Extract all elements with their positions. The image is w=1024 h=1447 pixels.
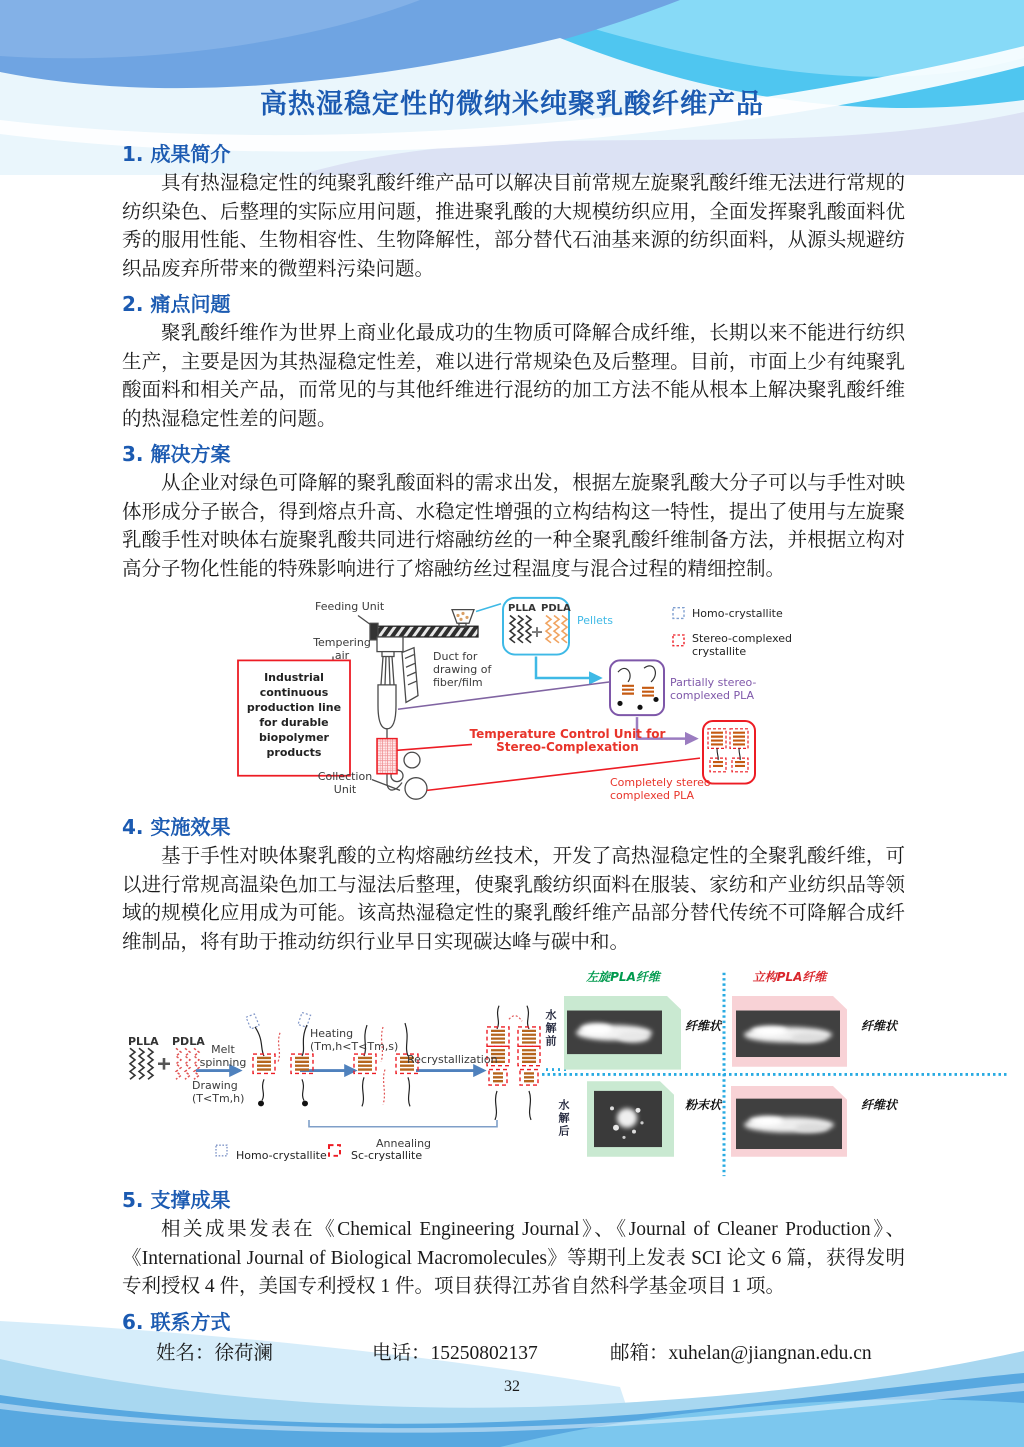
photo-panel-bottom-left xyxy=(587,1081,674,1157)
temperature-control-label: Temperature Control Unit for Stereo-Complexation xyxy=(469,727,666,754)
duct-label: Duct for drawing of fiber/film xyxy=(433,650,492,689)
contact-row xyxy=(156,1340,1024,1368)
homo-crystallite-swatch-icon xyxy=(216,1145,227,1156)
feeding-unit-label: Feeding Unit xyxy=(315,600,385,613)
photo-panel-bottom-right xyxy=(731,1086,847,1157)
tempering-air-label: Tempering air xyxy=(313,636,371,662)
page-title: 高热湿稳定性的微纳米纯聚乳酸纤维产品 xyxy=(260,89,764,120)
section-heading: 2. 痛点问题 xyxy=(122,292,231,316)
contact-name: 姓名：徐荷澜 xyxy=(156,1342,274,1364)
contact-phone: 电话：15250802137 xyxy=(372,1342,538,1364)
fiber-state-label-tr: 纤维状 xyxy=(861,1019,898,1033)
production-line-diagram xyxy=(230,592,1020,807)
temperature-control-box xyxy=(377,739,397,774)
pellets-label: Pellets xyxy=(577,614,613,627)
drawing-label: Drawing (T<Tm,h) xyxy=(192,1079,245,1105)
section-body: 基于手性对映体聚乳酸的立构熔融纺丝技术，开发了高热湿稳定性的全聚乳酸纤维，可以进行常规高温染色加工与湿法后整理，使聚乳酸纺织面料在服装、家纺和产业纺织品等领域的规模化应用成为可能。该高热湿稳定性的聚乳酸纤维产品部分替代传统不可降解合成纤维制品，将有助于推动纺织行业早日实现碳达峰与碳中和。 xyxy=(122,846,905,953)
stereocomplex-pla-title: 立构PLA纤维 xyxy=(752,970,827,984)
legend-sc-label: Sc-crystallite xyxy=(351,1149,423,1162)
pdla-label: PDLA xyxy=(172,1035,205,1048)
before-hydrolysis-label: 水解前 xyxy=(544,1009,557,1048)
section-body: 从企业对绿色可降解的聚乳酸面料的需求出发，根据左旋聚乳酸大分子可以与手性对映体形成分子嵌合，得到熔点升高、水稳定性增强的立构结构这一特性，提出了使用与左旋聚乳酸手性对映体右旋聚乳酸共同进行熔融纺丝的一种全聚乳酸纤维制备方法，并根据立构对高分子物化性能的特殊影响进行了熔融纺丝过程温度与混合过程的精细控制。 xyxy=(122,473,905,580)
completely-complexed-box xyxy=(703,721,755,784)
photo-panel-top-left xyxy=(564,996,681,1070)
fiber-state-label-tl: 纤维状 xyxy=(685,1019,722,1033)
levorotatory-pla-title: 左旋PLA纤维 xyxy=(586,970,660,984)
after-hydrolysis-label: 水解后 xyxy=(557,1099,570,1138)
collection-unit-label: Collection Unit xyxy=(317,770,373,796)
section-heading: 6. 联系方式 xyxy=(122,1309,231,1334)
section-heading: 4. 实施效果 xyxy=(122,815,231,839)
plus-icon xyxy=(158,1058,170,1070)
section-implementation-effect xyxy=(0,815,1024,957)
section-heading: 3. 解决方案 xyxy=(122,442,231,466)
plla-label: PLLA xyxy=(508,603,536,614)
annealing-label: Annealing xyxy=(376,1137,432,1150)
duct-to-partial-line xyxy=(398,682,610,709)
section-heading: 1. 成果简介 xyxy=(122,142,231,166)
melt-spinning-diagram xyxy=(114,965,1009,1180)
melt-spinning-label: Melt spinning xyxy=(199,1043,247,1069)
contact-email: 邮箱：xuhelan@jiangnan.edu.cn xyxy=(610,1342,872,1364)
homo-crystallite-swatch-icon xyxy=(673,608,684,619)
sc-crystallite-swatch-icon xyxy=(329,1145,340,1156)
section-solution xyxy=(0,442,1024,584)
partially-complexed-box xyxy=(610,660,664,715)
section-body: 具有热湿稳定性的纯聚乳酸纤维产品可以解决目前常规左旋聚乳酸纤维无法进行常规的纺织染色、后整理的实际应用问题，推进聚乳酸的大规模纺织应用，全面发挥聚乳酸面料优秀的服用性能、生物相容性、生物降解性，部分替代石油基来源的纺织面料，从源头规避纺织品废弃所带来的微塑料污染问题。 xyxy=(122,173,905,280)
section-supporting-results xyxy=(0,1188,1024,1302)
section-contact xyxy=(0,1310,1024,1368)
section-achievement-intro xyxy=(0,142,1024,284)
partially-complexed-label: Partially stereo-complexed PLA xyxy=(670,676,757,702)
powder-state-label-bl: 粉末状 xyxy=(685,1098,722,1112)
fiber-state-label-br: 纤维状 xyxy=(861,1098,898,1112)
stereo-crystallite-swatch-icon xyxy=(673,635,684,646)
plla-label: PLLA xyxy=(128,1035,159,1048)
pdla-label: PDLA xyxy=(541,603,571,614)
recrystallization-label: Recrystallization xyxy=(407,1053,498,1066)
section-body: 聚乳酸纤维作为世界上商业化最成功的生物质可降解合成纤维，长期以来不能进行纺织生产，主要是因为其热湿稳定性差，难以进行常规染色及后整理。目前，市面上少有纯聚乳酸面料和相关产品，而常见的与其他纤维进行混纺的加工方法不能从根本上解决聚乳酸纤维的热湿稳定性差的问题。 xyxy=(122,323,905,430)
completely-complexed-label: Completely stereo-complexed PLA xyxy=(610,776,715,802)
heating-label: Heating (Tm,h<T<Tm,s) xyxy=(310,1027,399,1053)
photo-panel-top-right xyxy=(732,996,847,1067)
pellets-flow-arrow xyxy=(536,657,600,679)
plla-chains xyxy=(130,1048,153,1079)
section-body: 相关成果发表在《Chemical Engineering Journal》、《Journal of Cleaner Production》、《International Journal of Biological Macromolecules》等期刊上发表 SCI 论文 6 篇，获得发明专利授权 4 件，美国专利授权 1 件。项目获得江苏省自然科学基金项目 1 项。 xyxy=(122,1219,905,1297)
melt-spinning-graphic xyxy=(114,965,1009,1180)
legend-homo-label: Homo-crystallite xyxy=(236,1149,327,1162)
section-heading: 5. 支撑成果 xyxy=(122,1188,231,1212)
section-pain-points xyxy=(0,292,1024,434)
annealing-bracket xyxy=(309,1120,497,1127)
legend-stereo-label: Stereo-complexed crystallite xyxy=(692,632,793,658)
page-number: 32 xyxy=(504,1377,520,1395)
tempcontrol-callout-line xyxy=(397,744,472,750)
legend-homo-label: Homo-crystallite xyxy=(692,607,783,620)
industrial-box-label: Industrial continuous production line for durable biopolymer products xyxy=(246,671,342,759)
